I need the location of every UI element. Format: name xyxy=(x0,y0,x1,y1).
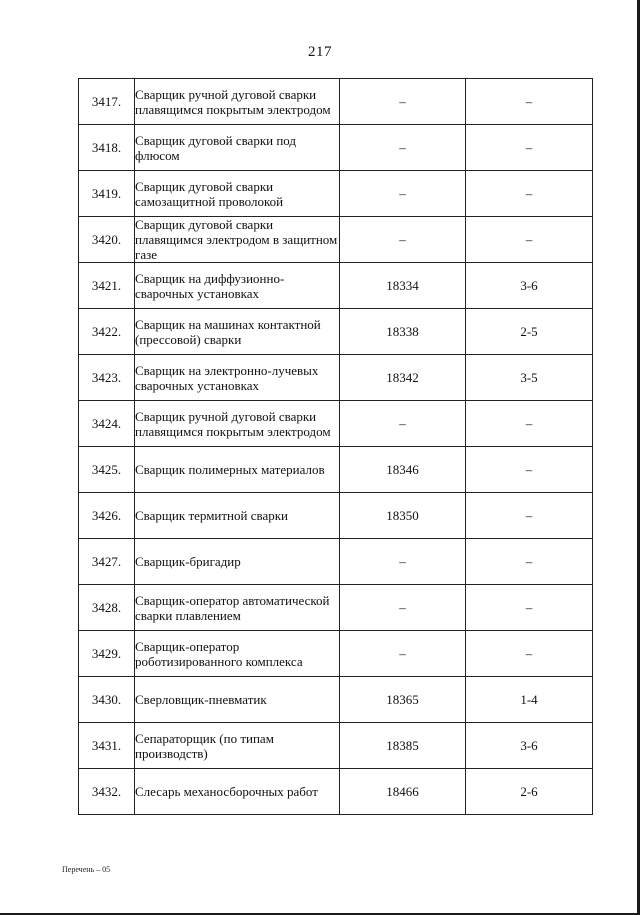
table-row xyxy=(79,677,593,723)
table-row xyxy=(79,217,593,263)
occupation-name: Сварщик-оператор роботизированного комплекса xyxy=(135,631,340,677)
row-number: 3418. xyxy=(79,125,135,171)
occupation-name: Сварщик ручной дуговой сварки плавящимся покрытым электродом xyxy=(135,79,340,125)
occupation-name: Сварщик-оператор автоматической сварки плавлением xyxy=(135,585,340,631)
grade-range: – xyxy=(466,171,593,217)
occupation-code: – xyxy=(340,401,466,447)
occupation-name: Сварщик полимерных материалов xyxy=(135,447,340,493)
table-row xyxy=(79,769,593,815)
row-number: 3429. xyxy=(79,631,135,677)
table-row xyxy=(79,309,593,355)
table-row xyxy=(79,723,593,769)
grade-range: – xyxy=(466,631,593,677)
grade-range: – xyxy=(466,401,593,447)
grade-range: – xyxy=(466,539,593,585)
row-number: 3430. xyxy=(79,677,135,723)
page-number: 217 xyxy=(308,44,332,60)
occupation-name: Сварщик-бригадир xyxy=(135,539,340,585)
row-number: 3417. xyxy=(79,79,135,125)
occupation-name: Сварщик дуговой сварки под флюсом xyxy=(135,125,340,171)
table-row xyxy=(79,125,593,171)
table-row xyxy=(79,447,593,493)
occupation-name: Слесарь механосборочных работ xyxy=(135,769,340,815)
table-row xyxy=(79,493,593,539)
grade-range: – xyxy=(466,125,593,171)
row-number: 3422. xyxy=(79,309,135,355)
occupation-code: – xyxy=(340,217,466,263)
occupation-code: 18466 xyxy=(340,769,466,815)
occupation-code: – xyxy=(340,125,466,171)
grade-range: – xyxy=(466,447,593,493)
grade-range: 2-5 xyxy=(466,309,593,355)
occupation-name: Сверловщик-пневматик xyxy=(135,677,340,723)
grade-range: 1-4 xyxy=(466,677,593,723)
grade-range: – xyxy=(466,79,593,125)
row-number: 3431. xyxy=(79,723,135,769)
row-number: 3421. xyxy=(79,263,135,309)
occupation-name: Сварщик дуговой сварки плавящимся электродом в защитном газе xyxy=(135,217,340,263)
occupation-code: – xyxy=(340,585,466,631)
occupation-name: Сварщик на электронно-лучевых сварочных установках xyxy=(135,355,340,401)
table-row xyxy=(79,171,593,217)
occupation-code: 18338 xyxy=(340,309,466,355)
occupation-name: Сварщик ручной дуговой сварки плавящимся покрытым электродом xyxy=(135,401,340,447)
occupation-table xyxy=(78,78,593,815)
grade-range: 3-6 xyxy=(466,263,593,309)
occupation-code: – xyxy=(340,171,466,217)
grade-range: – xyxy=(466,493,593,539)
grade-range: 3-5 xyxy=(466,355,593,401)
occupation-code: 18365 xyxy=(340,677,466,723)
row-number: 3423. xyxy=(79,355,135,401)
table-row xyxy=(79,539,593,585)
grade-range: – xyxy=(466,217,593,263)
table-row xyxy=(79,355,593,401)
grade-range: – xyxy=(466,585,593,631)
grade-range: 2-6 xyxy=(466,769,593,815)
document-footer: Перечень – 05 xyxy=(62,865,111,874)
occupation-code: – xyxy=(340,79,466,125)
occupation-code: 18385 xyxy=(340,723,466,769)
table-row xyxy=(79,79,593,125)
row-number: 3419. xyxy=(79,171,135,217)
table-row xyxy=(79,401,593,447)
occupation-name: Сепараторщик (по типам производств) xyxy=(135,723,340,769)
row-number: 3428. xyxy=(79,585,135,631)
occupation-code: – xyxy=(340,539,466,585)
row-number: 3425. xyxy=(79,447,135,493)
occupation-code: 18346 xyxy=(340,447,466,493)
row-number: 3424. xyxy=(79,401,135,447)
table-row xyxy=(79,263,593,309)
occupation-name: Сварщик на машинах контактной (прессовой) сварки xyxy=(135,309,340,355)
occupation-code: – xyxy=(340,631,466,677)
occupation-name: Сварщик дуговой сварки самозащитной проволокой xyxy=(135,171,340,217)
occupation-name: Сварщик термитной сварки xyxy=(135,493,340,539)
occupation-code: 18350 xyxy=(340,493,466,539)
table-row xyxy=(79,631,593,677)
table-row xyxy=(79,585,593,631)
row-number: 3426. xyxy=(79,493,135,539)
occupation-name: Сварщик на диффузионно-сварочных установках xyxy=(135,263,340,309)
occupation-code: 18342 xyxy=(340,355,466,401)
occupation-code: 18334 xyxy=(340,263,466,309)
grade-range: 3-6 xyxy=(466,723,593,769)
row-number: 3420. xyxy=(79,217,135,263)
row-number: 3427. xyxy=(79,539,135,585)
row-number: 3432. xyxy=(79,769,135,815)
